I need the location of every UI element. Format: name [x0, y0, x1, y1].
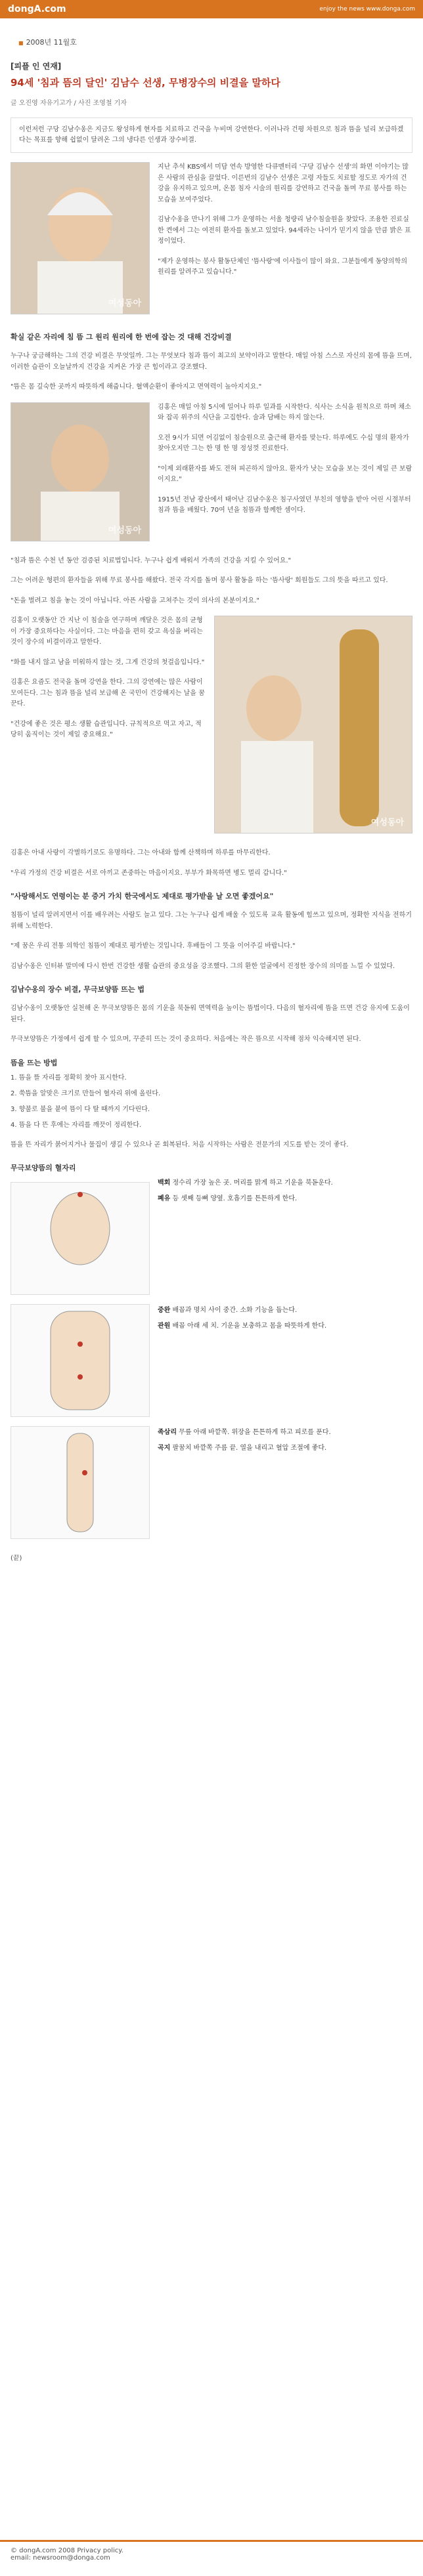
article-end: (끝): [11, 1555, 22, 1562]
photo-portrait: [11, 162, 150, 314]
paragraph: 무극보양뜸은 가정에서 쉽게 할 수 있으며, 꾸준히 뜨는 것이 중요하다. 처음에는 작은 뜸으로 시작해 점차 익숙해지면 된다.: [11, 1036, 361, 1043]
acupoint-text: 팔꿈치 바깥쪽 주름 끝. 열을 내리고 혈압 조절에 좋다.: [172, 1445, 327, 1452]
diagram-head: [11, 1182, 150, 1295]
paragraph: 그는 어려운 형편의 환자들을 위해 무료 봉사를 해왔다. 전국 각지를 돌며 봉사 활동을 하는 '뜸사랑' 회원들도 그의 뜻을 따르고 있다.: [11, 577, 388, 584]
paragraph: 누구나 궁금해하는 그의 건강 비결은 무엇일까. 그는 무엇보다 침과 뜸이 최고의 보약이라고 말한다. 매일 아침 스스로 자신의 몸에 뜸을 뜨며, 이러한 습관이 오늘날까지 건강을 지켜온 가장 큰 힘이라고 강조했다.: [11, 352, 412, 371]
step-item: 4. 뜸을 다 뜬 후에는 자리를 깨끗이 정리한다.: [11, 1121, 142, 1129]
acupoint-text: 등 셋째 등뼈 양옆. 호흡기를 튼튼하게 한다.: [172, 1195, 298, 1202]
paragraph: 김홍은 아내 사랑이 각별하기로도 유명하다. 그는 아내와 함께 산책하며 하루를 마무리한다.: [11, 849, 271, 856]
acupoint-text: 무릎 아래 바깥쪽. 위장을 튼튼하게 하고 피로를 푼다.: [179, 1429, 331, 1436]
paragraph: 뜸을 뜬 자리가 붉어지거나 물집이 생길 수 있으나 곧 회복된다. 처음 시작하는 사람은 전문가의 지도를 받는 것이 좋다.: [11, 1141, 349, 1149]
steps-list: [11, 1073, 412, 1131]
paragraph: "뜸은 몸 깊숙한 곳까지 따뜻하게 해줍니다. 혈액순환이 좋아지고 면역력이 높아지지요.": [11, 383, 262, 391]
paragraph: 김홍은 요즘도 전국을 돌며 강연을 한다. 그의 강연에는 많은 사람이 모여든다. 그는 침과 뜸을 널리 보급해 온 국민이 건강해지는 날을 꿈꾼다.: [11, 679, 205, 707]
acupoint-name: 백회: [158, 1179, 171, 1187]
photo-consult: [11, 402, 150, 541]
paragraph: 김남수옹이 오랫동안 실천해 온 무극보양뜸은 몸의 기운을 북돋워 면역력을 높이는 뜸법이다. 다음의 혈자리에 뜸을 뜨면 건강 유지에 도움이 된다.: [11, 1005, 410, 1023]
acupoint-name: 폐유: [158, 1195, 171, 1202]
paragraph: "제가 운영하는 봉사 활동단체인 '뜸사랑'에 이사들이 많이 와요. 그분들에게 동양의학의 원리를 알려주고 있습니다.": [158, 257, 407, 276]
paragraph: 지난 추석 KBS에서 미담 연속 방영한 다큐멘터리 '구당 김남수 선생'의 화면 이야기는 많은 사람의 관심을 끌었다. 이른번의 김남수 선생은 고령 자들도 치료할 정도로 자가의 건강을 유지하고 있으며, 온몸 침자 시술의 원리를 강연하고 건국을 돌며 무료 봉사를 하는 모습을 보여주었다.: [158, 163, 409, 203]
step-item: 3. 향불로 불을 붙여 뜸이 다 탈 때까지 기다린다.: [11, 1105, 150, 1113]
paragraph: "화를 내지 않고 남을 미워하지 않는 것, 그게 건강의 첫걸음입니다.": [11, 658, 205, 666]
leg-diagram: [11, 1427, 149, 1538]
subheading: 김남수옹의 장수 비결, 무극보양뜸 뜨는 법: [11, 985, 145, 994]
subheading: 무극보양뜸의 혈자리: [11, 1164, 76, 1172]
subheading: "사랑해서도 연령이는 분 증거 가치 한국에서도 제대로 평가받을 날 오면 좋겠어요": [11, 892, 274, 900]
acupoint-text: 정수리 가장 높은 곳. 머리를 맑게 하고 기운을 북돋운다.: [172, 1179, 333, 1187]
paragraph: 김남수옹을 만나기 위해 그가 운영하는 서울 청량리 남수침술원을 찾았다. 조용한 진료실 한 켠에서 그는 여전히 환자를 돌보고 있었다. 94세라는 나이가 믿기지 않을 만큼 밝은 표정이었다.: [158, 216, 411, 245]
head-diagram: [11, 1183, 149, 1294]
paragraph: 김홍은 매일 아침 5시에 일어나 하루 일과를 시작한다. 식사는 소식을 원칙으로 하며 채소와 잡곡 위주의 식단을 고집한다. 술과 담배는 하지 않는다.: [158, 403, 411, 421]
paragraph: "우리 가정의 건강 비결은 서로 아끼고 존중하는 마음이지요. 부부가 화목하면 병도 멀리 갑니다.": [11, 869, 287, 877]
photo-watermark: 여성동아: [108, 299, 141, 308]
photo-acupuncture-model: [214, 616, 412, 834]
acupuncture-model-illustration: [215, 616, 412, 833]
acupoint-name: 관원: [158, 1322, 171, 1330]
site-logo[interactable]: dongA.com: [8, 4, 66, 14]
portrait-illustration: [11, 163, 149, 314]
article-title: 94세 '침과 뜸의 달인' 김남수 선생, 무병장수의 비결을 말하다: [11, 77, 280, 89]
site-footer: [0, 2540, 423, 2567]
site-tagline: enjoy the news www.donga.com: [319, 6, 415, 12]
paragraph: 김홍이 오랫동안 간 지난 이 침술을 연구하며 깨달은 것은 몸의 균형이 가장 중요하다는 사실이다. 그는 마음을 편히 갖고 욕심을 버리는 것이 장수의 비결이라고 말한다.: [11, 617, 203, 646]
footer-email[interactable]: email: newsroom@donga.com: [11, 2554, 110, 2562]
site-header: [0, 0, 423, 18]
article-lede: 이런저런 구당 김남수옹은 지금도 왕성하게 현자를 치료하고 건국을 누비며 강연한다. 이러나라 건평 차원으로 침과 뜸을 널리 보급하겠다는 목표를 향해 쉽없이 달려온 그의 냉다른 인생과 장수비결.: [11, 117, 412, 153]
paragraph: "건강에 좋은 것은 평소 생활 습관입니다. 규칙적으로 먹고 자고, 적당히 움직이는 것이 제일 중요해요.": [11, 720, 202, 738]
subheading: 확실 같은 자리에 침 뜸 그 원리 원리에 한 번에 잡는 것 대해 건강비결: [11, 333, 232, 341]
paragraph: "돈을 벌려고 침을 놓는 것이 아닙니다. 아픈 사람을 고쳐주는 것이 의사의 본분이지요.": [11, 597, 259, 604]
paragraph: 오전 9시가 되면 어김없이 침술원으로 출근해 환자를 맞는다. 하루에도 수십 명의 환자가 찾아오지만 그는 한 명 한 명 정성껏 진료한다.: [158, 434, 409, 452]
section-label: [피플 인 연재]: [11, 62, 62, 71]
byline: 글 오진영 자유기고가 / 사진 조영철 기자: [11, 100, 127, 107]
paragraph: "침과 뜸은 수천 년 동안 검증된 치료법입니다. 누구나 쉽게 배워서 가족의 건강을 지킬 수 있어요.": [11, 557, 292, 564]
acupoint-name: 중완: [158, 1307, 171, 1314]
paragraph: 침뜸이 널리 알려지면서 이를 배우려는 사람도 늘고 있다. 그는 누구나 쉽게 배울 수 있도록 교육 활동에 힘쓰고 있으며, 정확한 지식을 전하기 위해 노력한다.: [11, 912, 412, 930]
acupoint-text: 배꼽과 명치 사이 중간. 소화 기능을 돕는다.: [172, 1307, 298, 1314]
step-item: 1. 뜸을 뜰 자리를 정확히 찾아 표시한다.: [11, 1074, 127, 1082]
footer-copyright: © dongA.com 2008 Privacy policy.: [11, 2547, 123, 2554]
paragraph: 1915년 전남 광산에서 태어난 김남수옹은 침구사였던 부친의 영향을 받아 어린 시절부터 침과 뜸을 배웠다. 70여 년을 침뜸과 함께한 셈이다.: [158, 496, 411, 514]
acupoint-name: 족삼리: [158, 1429, 177, 1436]
issue-date: ■ 2008년 11월호: [11, 37, 412, 47]
photo-watermark: 여성동아: [108, 525, 141, 536]
diagram-leg: [11, 1426, 150, 1539]
torso-diagram: [11, 1305, 149, 1416]
subheading: 뜸을 뜨는 방법: [11, 1058, 58, 1067]
photo-watermark: 여성동아: [370, 818, 404, 828]
acupoint-text: 배꼽 아래 세 치. 기운을 보충하고 몸을 따뜻하게 한다.: [172, 1322, 327, 1330]
diagram-torso: [11, 1304, 150, 1417]
paragraph: 김남수옹은 인터뷰 말미에 다시 한번 건강한 생활 습관의 중요성을 강조했다. 그의 환한 얼굴에서 진정한 장수의 의미를 느낄 수 있었다.: [11, 962, 395, 970]
paragraph: "제 꿈은 우리 전통 의학인 침뜸이 제대로 평가받는 것입니다. 후배들이 그 뜻을 이어주길 바랍니다.": [11, 942, 296, 950]
step-item: 2. 쑥뜸을 알맞은 크기로 만들어 혈자리 위에 올린다.: [11, 1089, 161, 1097]
consult-illustration: [11, 403, 149, 541]
paragraph: "이제 외래환자를 봐도 전혀 피곤하지 않아요. 환자가 낫는 모습을 보는 것이 제일 큰 보람이지요.": [158, 465, 412, 483]
acupoint-name: 곡지: [158, 1445, 171, 1452]
